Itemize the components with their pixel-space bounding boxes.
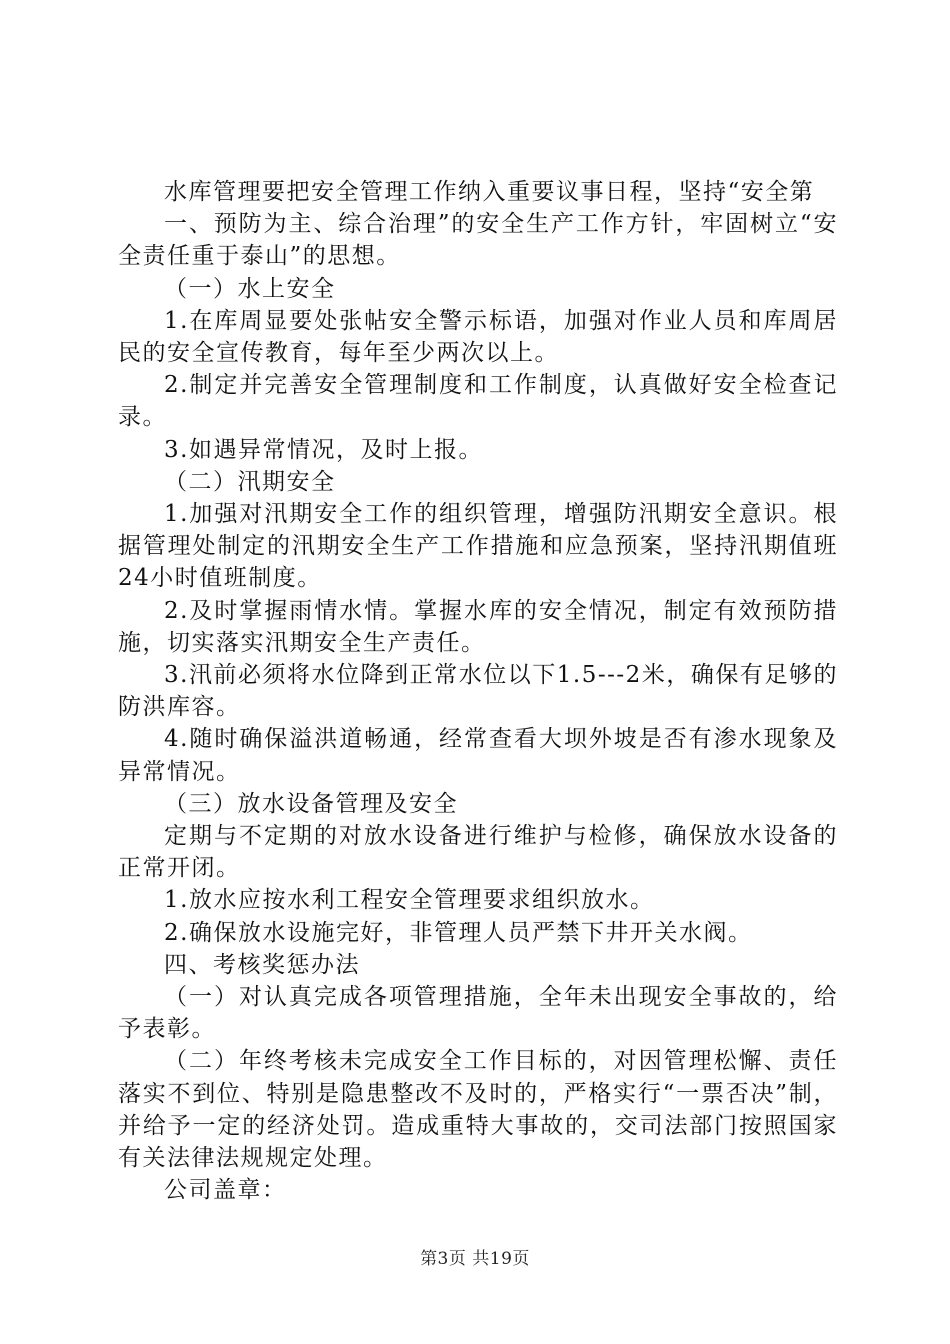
heading-assessment: 四、考核奖惩办法 bbox=[164, 951, 360, 978]
paragraph-flood-2: 2.及时掌握雨情水情。掌握水库的安全情况，制定有效预防措施，切实落实汛期安全生产责任。 bbox=[118, 597, 838, 656]
paragraph-water-2: 2.制定并完善安全管理制度和工作制度，认真做好安全检查记录。 bbox=[118, 372, 838, 431]
paragraph-assessment-2: （二）年终考核未完成安全工作目标的，对因管理松懈、责任落实不到位、特别是隐患整改不及时的，严格实行“一票否决”制，并给予一定的经济处罚。造成重特大事故的，交司法部门按照国家有关法律法规规定处理。 bbox=[118, 1048, 838, 1172]
paragraph-water-1: 1.在库周显要处张帖安全警示标语，加强对作业人员和库周居民的安全宣传教育，每年至少两次以上。 bbox=[118, 307, 838, 367]
page-footer: 第3页 共19页 bbox=[420, 1249, 530, 1269]
paragraph-flood-1: 1.加强对汛期安全工作的组织管理，增强防汛期安全意识。根据管理处制定的汛期安全生产工作措施和应急预案，坚持汛期值班24小时值班制度。 bbox=[118, 501, 838, 592]
heading-discharge-equipment: （三）放水设备管理及安全 bbox=[164, 790, 458, 817]
paragraph-flood-3: 3.汛前必须将水位降到正常水位以下1.5---2米，确保有足够的防洪库容。 bbox=[118, 662, 838, 721]
paragraph-discharge-intro: 定期与不定期的对放水设备进行维护与检修，确保放水设备的正常开闭。 bbox=[118, 823, 838, 882]
paragraph-company-seal: 公司盖章： bbox=[164, 1177, 287, 1204]
paragraph-discharge-2: 2.确保放水设施完好，非管理人员严禁下井开关水阀。 bbox=[164, 919, 753, 946]
paragraph-policy: 一、预防为主、综合治理”的安全生产工作方针，牢固树立“安全责任重于泰山”的思想。 bbox=[118, 211, 838, 270]
heading-flood-safety: （二）汛期安全 bbox=[164, 468, 336, 495]
paragraph-flood-4: 4.随时确保溢洪道畅通，经常查看大坝外坡是否有渗水现象及异常情况。 bbox=[118, 726, 838, 785]
heading-water-safety: （一）水上安全 bbox=[164, 275, 336, 302]
paragraph-intro: 水库管理要把安全管理工作纳入重要议事日程，坚持“安全第 bbox=[164, 179, 815, 205]
paragraph-discharge-1: 1.放水应按水利工程安全管理要求组织放水。 bbox=[164, 887, 655, 914]
document-body bbox=[118, 176, 838, 1207]
paragraph-water-3: 3.如遇异常情况，及时上报。 bbox=[164, 436, 483, 463]
paragraph-assessment-1: （一）对认真完成各项管理措施，全年未出现安全事故的，给予表彰。 bbox=[118, 984, 838, 1043]
